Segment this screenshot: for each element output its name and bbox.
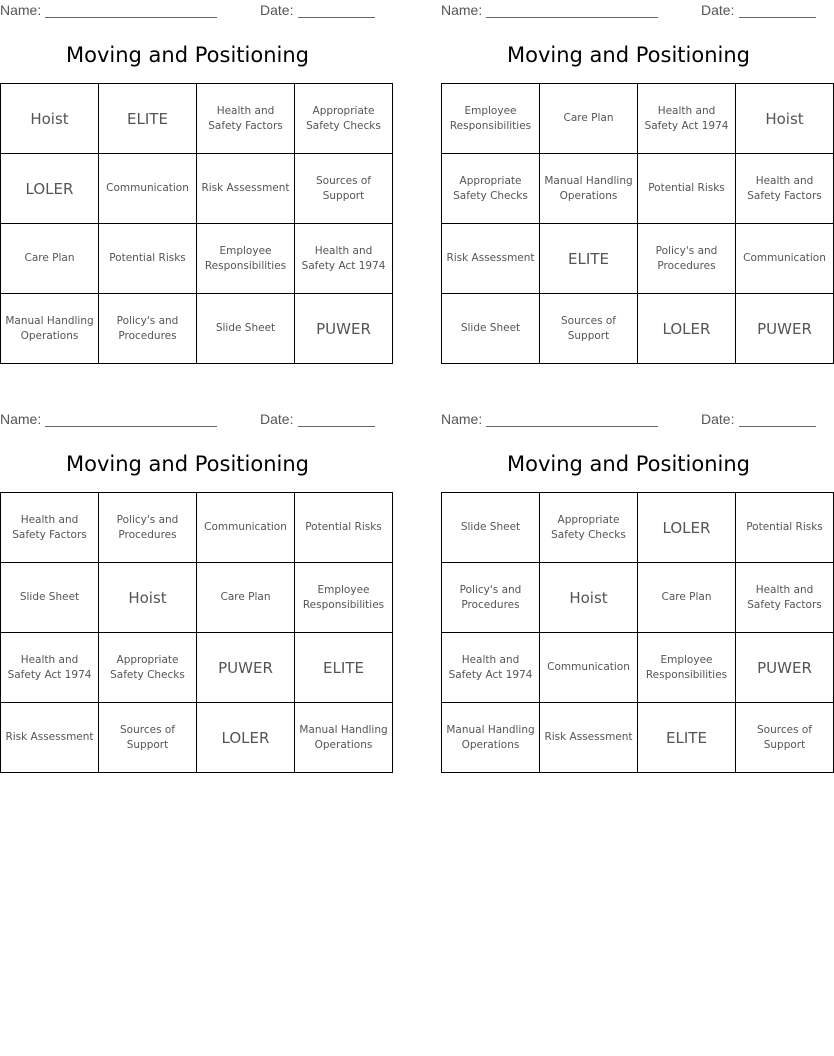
grid-row [1, 633, 393, 703]
grid-cell: LOLER [1, 154, 99, 224]
date-blank-line [298, 426, 375, 427]
date-label: Date: [701, 2, 735, 18]
grid-cell: Care Plan [197, 563, 295, 633]
grid-cell: Manual Handling Operations [295, 703, 393, 773]
grid-cell: Policy's and Procedures [99, 493, 197, 563]
grid-cell: Risk Assessment [197, 154, 295, 224]
grid-row [442, 224, 834, 294]
grid-cell: Sources of Support [295, 154, 393, 224]
date-blank-line [739, 426, 816, 427]
grid-cell: Slide Sheet [442, 294, 540, 364]
grid-cell: LOLER [197, 703, 295, 773]
grid-row [1, 703, 393, 773]
card-header [0, 2, 375, 20]
grid-cell: Employee Responsibilities [442, 84, 540, 154]
grid-cell: Manual Handling Operations [442, 703, 540, 773]
date-blank-line [298, 17, 375, 18]
grid-cell: Potential Risks [638, 154, 736, 224]
bingo-card-1 [0, 0, 386, 364]
grid-cell: Risk Assessment [442, 224, 540, 294]
grid-cell: Slide Sheet [442, 493, 540, 563]
card-title: Moving and Positioning [507, 452, 750, 476]
grid-cell: PUWER [736, 633, 834, 703]
grid-cell: Potential Risks [295, 493, 393, 563]
date-blank-line [739, 17, 816, 18]
grid-cell: ELITE [540, 224, 638, 294]
grid-row [442, 84, 834, 154]
grid-cell: Potential Risks [736, 493, 834, 563]
bingo-card-3 [0, 409, 388, 773]
grid-cell: PUWER [295, 294, 393, 364]
name-blank-line [486, 426, 658, 427]
card-header [0, 411, 375, 429]
name-label: Name: [0, 2, 42, 18]
grid-cell: Manual Handling Operations [1, 294, 99, 364]
bingo-card-2 [441, 0, 826, 364]
card-title: Moving and Positioning [66, 452, 309, 476]
grid-cell: Appropriate Safety Checks [442, 154, 540, 224]
grid-cell: PUWER [197, 633, 295, 703]
grid-cell: Sources of Support [99, 703, 197, 773]
grid-row [442, 493, 834, 563]
grid-cell: Hoist [736, 84, 834, 154]
grid-cell: Appropriate Safety Checks [295, 84, 393, 154]
card-title: Moving and Positioning [66, 43, 309, 67]
grid-row [442, 154, 834, 224]
grid-cell: Hoist [1, 84, 99, 154]
grid-row [1, 154, 393, 224]
grid-cell: Employee Responsibilities [638, 633, 736, 703]
grid-cell: Communication [540, 633, 638, 703]
grid-cell: Communication [736, 224, 834, 294]
grid-cell: Care Plan [1, 224, 99, 294]
grid-cell: Care Plan [540, 84, 638, 154]
grid-cell: Health and Safety Act 1974 [638, 84, 736, 154]
grid-row [1, 84, 393, 154]
name-blank-line [45, 426, 217, 427]
grid-cell: PUWER [736, 294, 834, 364]
bingo-card-4 [441, 409, 823, 773]
date-label: Date: [701, 411, 735, 427]
grid-row [1, 493, 393, 563]
grid-cell: LOLER [638, 493, 736, 563]
name-label: Name: [441, 411, 483, 427]
grid-cell: Health and Safety Factors [736, 563, 834, 633]
grid-row [1, 224, 393, 294]
grid-cell: Health and Safety Act 1974 [295, 224, 393, 294]
grid-cell: Manual Handling Operations [540, 154, 638, 224]
grid-cell: Employee Responsibilities [197, 224, 295, 294]
grid-cell: Sources of Support [736, 703, 834, 773]
grid-cell: Hoist [540, 563, 638, 633]
date-label: Date: [260, 411, 294, 427]
name-blank-line [45, 17, 217, 18]
grid-cell: Slide Sheet [197, 294, 295, 364]
grid-cell: Health and Safety Factors [1, 493, 99, 563]
card-header [441, 2, 816, 20]
grid-cell: Risk Assessment [540, 703, 638, 773]
date-label: Date: [260, 2, 294, 18]
grid-cell: Health and Safety Act 1974 [1, 633, 99, 703]
grid-cell: LOLER [638, 294, 736, 364]
grid-cell: Hoist [99, 563, 197, 633]
grid-cell: Slide Sheet [1, 563, 99, 633]
grid-cell: Health and Safety Factors [736, 154, 834, 224]
grid-cell: Policy's and Procedures [99, 294, 197, 364]
grid-cell: Communication [197, 493, 295, 563]
grid-cell: Health and Safety Factors [197, 84, 295, 154]
grid-cell: ELITE [99, 84, 197, 154]
grid-row [442, 633, 834, 703]
grid-cell: Health and Safety Act 1974 [442, 633, 540, 703]
grid-cell: Care Plan [638, 563, 736, 633]
grid-cell: Sources of Support [540, 294, 638, 364]
grid-row [442, 703, 834, 773]
name-label: Name: [0, 411, 42, 427]
grid-row [442, 294, 834, 364]
grid-row [1, 563, 393, 633]
grid-row [442, 563, 834, 633]
bingo-grid [0, 83, 393, 364]
bingo-grid [0, 492, 393, 773]
grid-cell: ELITE [638, 703, 736, 773]
bingo-grid [441, 83, 834, 364]
bingo-grid [441, 492, 834, 773]
grid-cell: Communication [99, 154, 197, 224]
grid-cell: Appropriate Safety Checks [540, 493, 638, 563]
grid-cell: Appropriate Safety Checks [99, 633, 197, 703]
grid-row [1, 294, 393, 364]
grid-cell: Employee Responsibilities [295, 563, 393, 633]
card-title: Moving and Positioning [507, 43, 750, 67]
grid-cell: Risk Assessment [1, 703, 99, 773]
name-blank-line [486, 17, 658, 18]
grid-cell: Potential Risks [99, 224, 197, 294]
grid-cell: Policy's and Procedures [442, 563, 540, 633]
name-label: Name: [441, 2, 483, 18]
grid-cell: ELITE [295, 633, 393, 703]
grid-cell: Policy's and Procedures [638, 224, 736, 294]
card-header [441, 411, 816, 429]
